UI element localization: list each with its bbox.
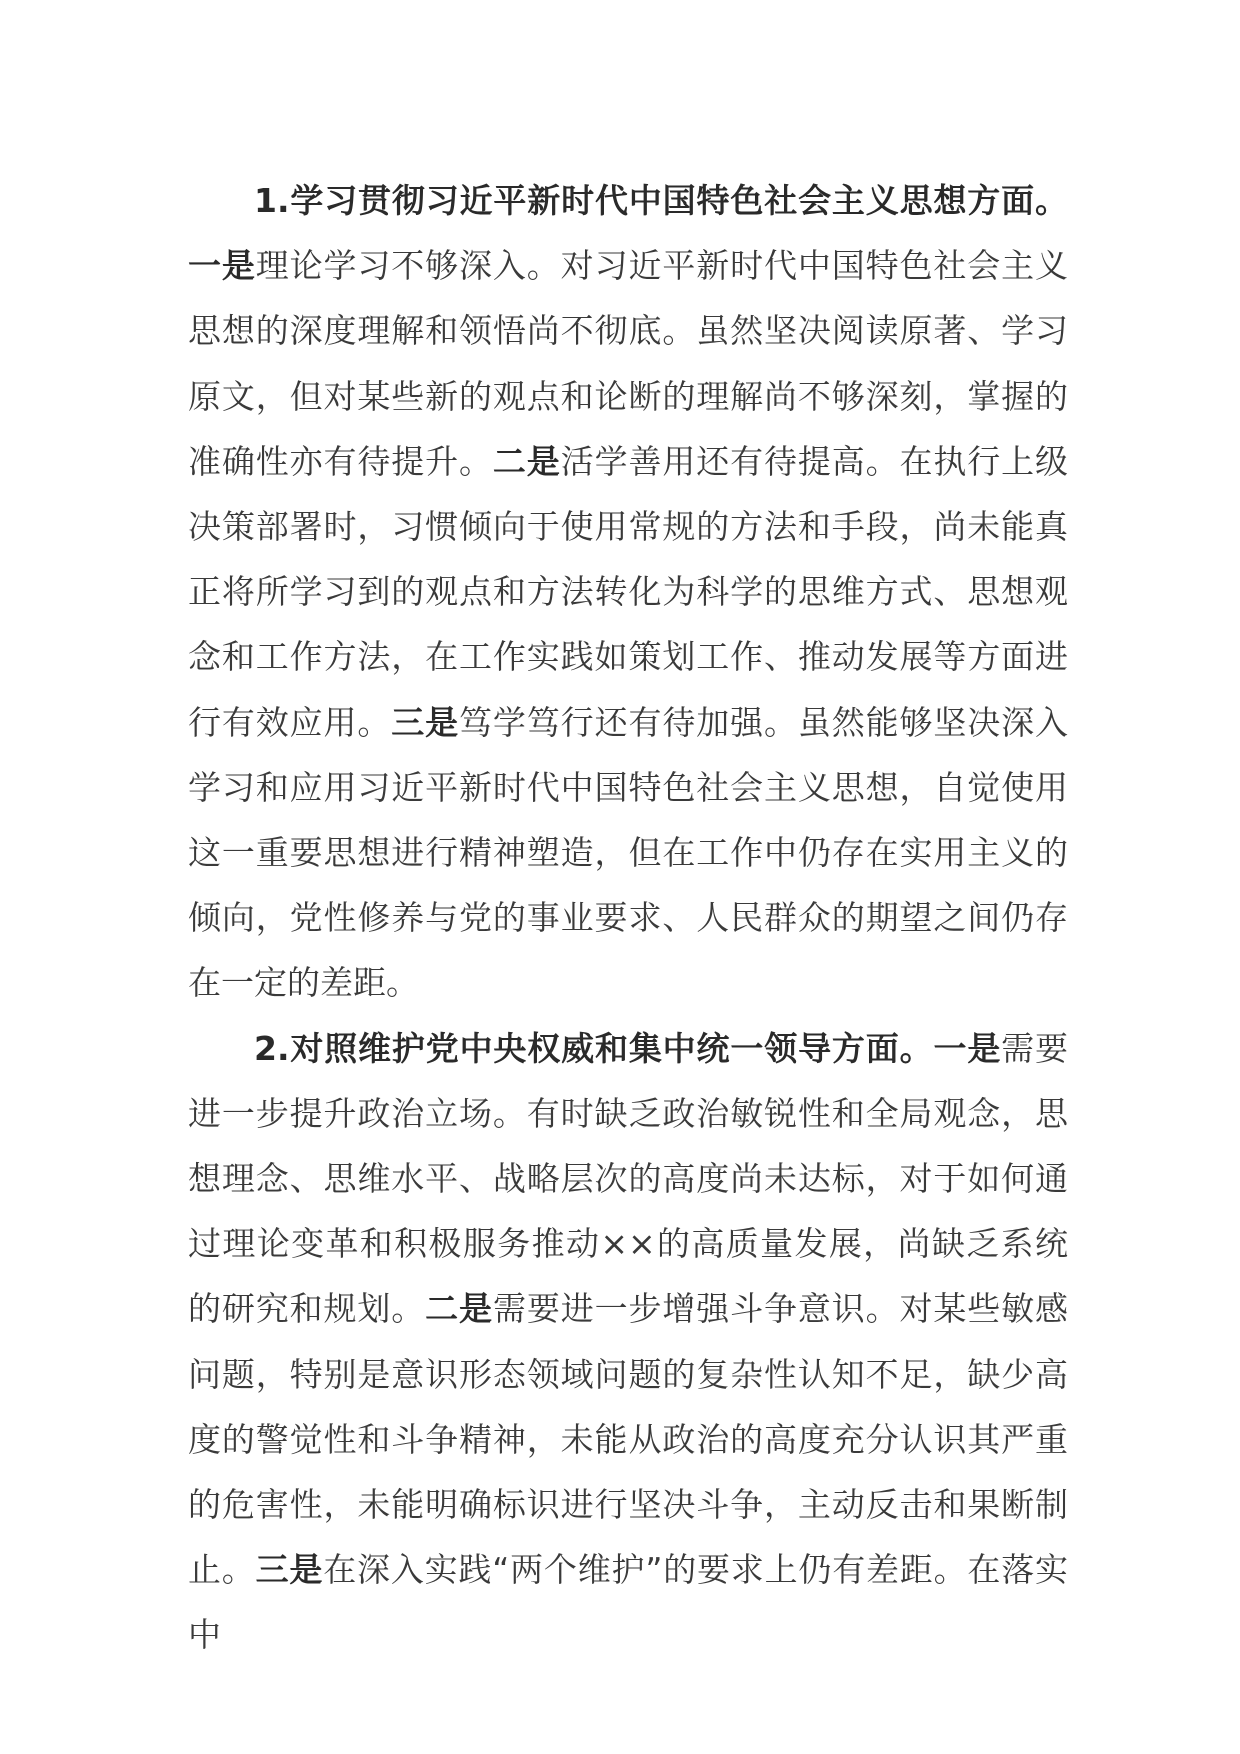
point-text-1: 需要进一步提升政治立场。有时缺乏政治敏锐性和全局观念，思想理念、思维水平、战略层次的高度尚未达标，对于如何通过理论变革和积极服务推动××的高质量发展，尚缺乏系统的研究和规划。	[188, 1028, 1069, 1329]
point-label-2: 二是	[492, 441, 561, 481]
point-label-1: 一是	[933, 1028, 1002, 1068]
point-text-3: 在深入实践“两个维护”的要求上仍有差距。在落实中	[188, 1550, 1069, 1655]
point-label-3: 三是	[391, 702, 460, 742]
point-text-1: 理论学习不够深入。对习近平新时代中国特色社会主义思想的深度理解和领悟尚不彻底。虽然坚决阅读原著、学习原文，但对某些新的观点和论断的理解尚不够深刻，掌握的准确性亦有待提升。	[188, 246, 1069, 481]
document-body	[188, 168, 1068, 1668]
point-label-3: 三是	[255, 1550, 324, 1590]
section-heading-1: 1.学习贯彻习近平新时代中国特色社会主义思想方面。	[254, 181, 1068, 220]
section-heading-2: 2.对照维护党中央权威和集中统一领导方面。	[254, 1028, 934, 1068]
point-text-2: 需要进一步增强斗争意识。对某些敏感问题，特别是意识形态领域问题的复杂性认知不足，缺少高度的警觉性和斗争精神，未能从政治的高度充分认识其严重的危害性，未能明确标识进行坚决斗争，主动反击和果断制止。	[188, 1289, 1069, 1590]
point-label-1: 一是	[188, 246, 256, 286]
paragraph-1	[188, 168, 1068, 1016]
point-label-2: 二是	[425, 1289, 493, 1329]
point-text-3: 笃学笃行还有待加强。虽然能够坚决深入学习和应用习近平新时代中国特色社会主义思想，自觉使用这一重要思想进行精神塑造，但在工作中仍存在实用主义的倾向，党性修养与党的事业要求、人民群众的期望之间仍存在一定的差距。	[188, 702, 1069, 1003]
point-text-2: 活学善用还有待提高。在执行上级决策部署时，习惯倾向于使用常规的方法和手段，尚未能真正将所学习到的观点和方法转化为科学的思维方式、思想观念和工作方法，在工作实践如策划工作、推动发展等方面进行有效应用。	[188, 441, 1069, 742]
paragraph-2	[188, 1016, 1068, 1668]
